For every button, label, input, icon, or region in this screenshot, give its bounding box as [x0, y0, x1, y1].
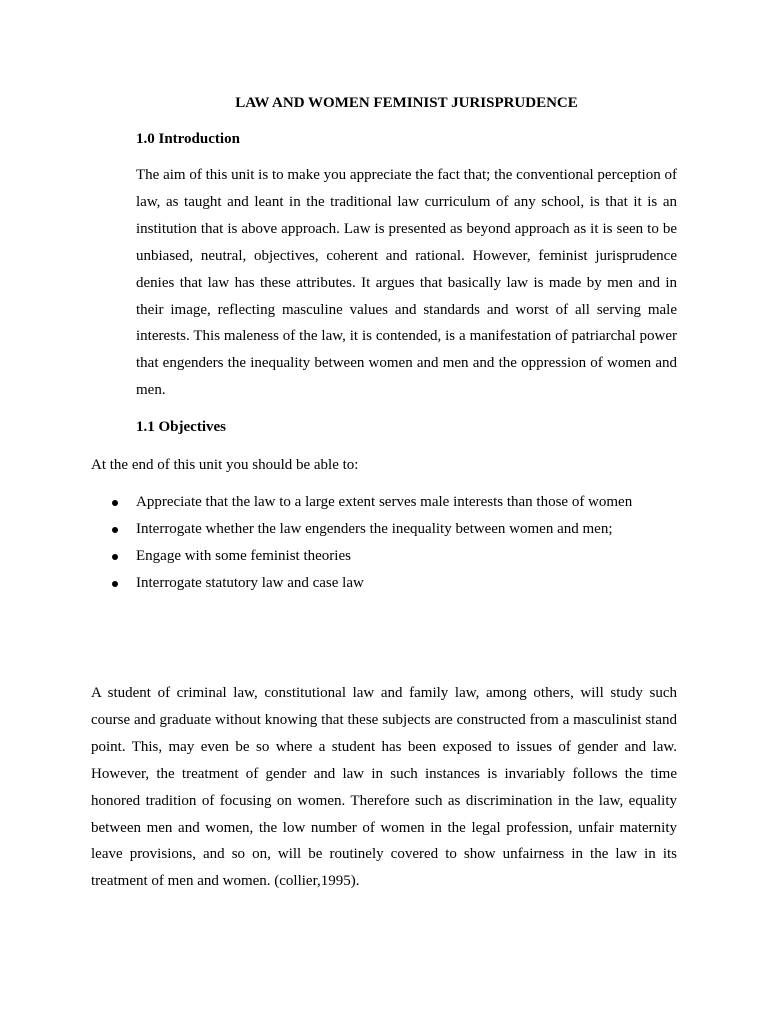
body-paragraph: A student of criminal law, constitutional law and family law, among others, will study such course and graduate without knowing that these subjects are constructed from a masculinist stand point. This, may even be so where a student has been exposed to issues of gender and law. However, the treatment of gender and law in such instances is invariably follows the time honored tradition of focusing on women. Therefore such as discrimination in the law, equality between men and women, the low number of women in the legal profession, unfair maternity leave provisions, and so on, will be routinely covered to show unfairness in the law in its treatment of men and women. (collier,1995). [91, 685, 677, 890]
objectives-heading: 1.1 Objectives [136, 419, 226, 435]
list-item-text: Interrogate statutory law and case law [136, 574, 364, 591]
list-item [91, 543, 691, 570]
objectives-lead-in: At the end of this unit you should be able to: [91, 457, 359, 473]
introduction-paragraph: The aim of this unit is to make you appreciate the fact that; the conventional perception of law, as taught and leant in the traditional law curriculum of any school, is that it is an institution that is above approach. Law is presented as beyond approach as it is seen to be unbiased, neutral, objectives, coherent and rational. However, feminist jurisprudence denies that law has these attributes. It argues that basically law is made by men and in their image, reflecting masculine values and standards and worst of all serving male interests. This maleness of the law, it is contended, is a manifestation of patriarchal power that engenders the inequality between women and men and the oppression of women and men. [136, 167, 677, 399]
list-item-text: Engage with some feminist theories [136, 547, 351, 564]
list-item [91, 489, 691, 516]
bullet-icon [112, 581, 118, 587]
introduction-heading: 1.0 Introduction [136, 131, 240, 147]
bullet-icon [112, 554, 118, 560]
list-item-text: Appreciate that the law to a large extent serves male interests than those of women [136, 494, 633, 510]
document-title: LAW AND WOMEN FEMINIST JURISPRUDENCE [235, 95, 578, 111]
bullet-icon [112, 500, 118, 506]
list-item-text: Interrogate whether the law engenders the inequality between women and men; [136, 520, 613, 537]
bullet-icon [112, 527, 118, 533]
objectives-list [91, 489, 691, 597]
list-item [91, 570, 691, 597]
list-item [91, 516, 691, 543]
